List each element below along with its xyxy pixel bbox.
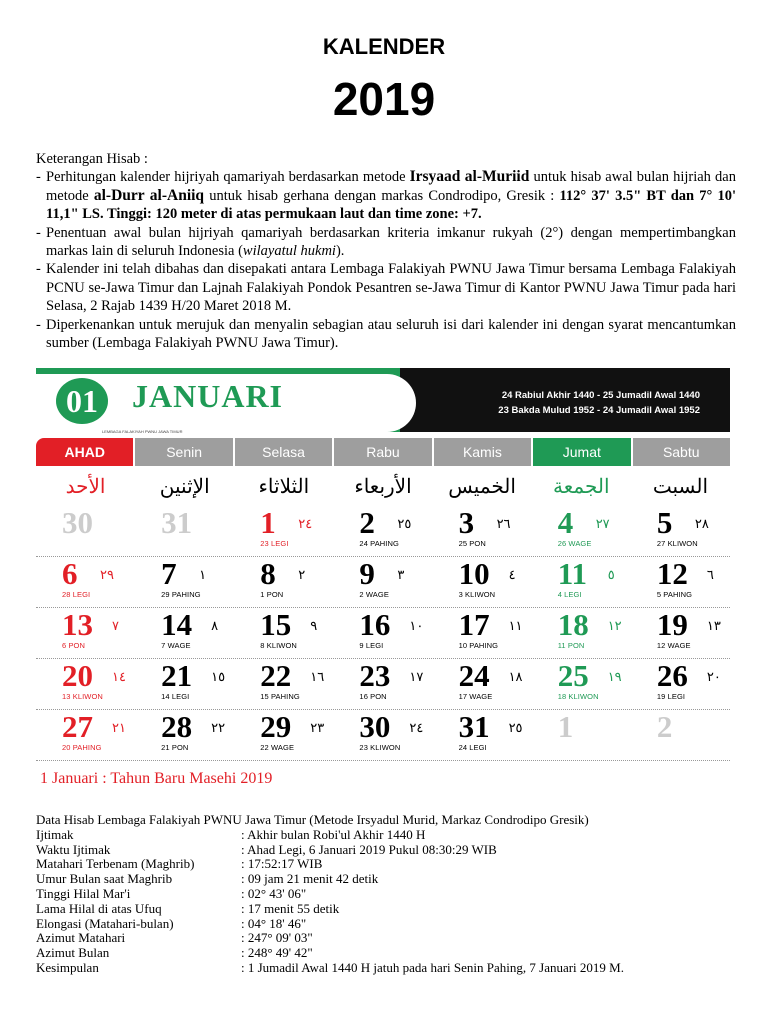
day-cell: [135, 506, 234, 556]
month-banner: [36, 368, 730, 438]
day-cell: [36, 659, 135, 709]
day-cell: [532, 659, 631, 709]
date-number: 31: [458, 709, 490, 744]
pasaran-label: 3 KLIWON: [458, 590, 496, 599]
day-cell: [333, 659, 432, 709]
hijri-date: ١٣: [706, 618, 721, 633]
hijri-line-2: 23 Bakda Mulud 1952 - 24 Jumadil Awal 1952: [498, 405, 700, 416]
data-value: : Ahad Legi, 6 Januari 2019 Pukul 08:30:29 WIB: [241, 841, 497, 857]
data-key: Ijtimak: [36, 826, 74, 842]
pasaran-label: 2 WAGE: [359, 590, 389, 599]
day-cell: [631, 710, 730, 760]
data-key: Lama Hilal di atas Ufuq: [36, 900, 162, 916]
pasaran-label: 28 LEGI: [62, 590, 91, 599]
day-cell: [333, 506, 432, 556]
hijri-range: [498, 388, 700, 418]
arabic-weekday: الأربعاء: [354, 476, 412, 498]
hijri-date: ٨: [211, 618, 219, 633]
note-item: [36, 316, 736, 353]
data-value: : 02° 43' 06": [241, 885, 307, 901]
arabic-weekday: الخميس: [448, 476, 516, 498]
date-number: 25: [557, 658, 589, 693]
pasaran-label: 21 PON: [161, 743, 189, 752]
hijri-date: ٤: [508, 567, 516, 582]
note-item: [36, 224, 736, 261]
day-cell: [532, 557, 631, 607]
data-row: [36, 931, 736, 946]
date-number: 14: [161, 607, 193, 642]
pasaran-label: 8 KLIWON: [260, 641, 297, 650]
date-number: 19: [656, 607, 688, 642]
weekday-jumat: Jumat: [533, 438, 632, 466]
data-value: : 17:52:17 WIB: [241, 856, 323, 872]
month-name: JANUARI: [132, 378, 283, 414]
week-row: [36, 710, 730, 761]
data-row: [36, 961, 736, 976]
hijri-date: ١٤: [112, 669, 126, 684]
date-number: 8: [260, 556, 276, 591]
date-number: 1: [557, 709, 574, 744]
data-row: [36, 917, 736, 932]
hijri-date: ٢٨: [694, 516, 709, 531]
weekday-ahad: AHAD: [36, 438, 135, 466]
hijri-date: ٢٩: [100, 567, 114, 582]
arabic-weekday: الإثنين: [159, 476, 210, 498]
date-number: 12: [656, 556, 688, 591]
data-value: : 04° 18' 46": [241, 915, 307, 931]
hijri-date: ٢: [298, 567, 306, 582]
data-value: : Akhir bulan Robi'ul Akhir 1440 H: [241, 826, 426, 842]
date-number: 17: [458, 607, 490, 642]
hijri-date: ٢٥: [397, 516, 412, 531]
date-number: 6: [62, 556, 78, 591]
data-key: Tinggi Hilal Mar'i: [36, 885, 131, 901]
day-cell: [36, 710, 135, 760]
date-number: 24: [458, 658, 490, 693]
date-number: 15: [260, 607, 292, 642]
note-text: untuk hisab gerhana dengan markas Condrodipo, Gresik :: [204, 187, 560, 204]
day-cell: [36, 506, 135, 556]
day-cell: [532, 710, 631, 760]
hijri-date: ١٢: [607, 618, 622, 633]
data-value: : 247° 09' 03": [241, 930, 313, 946]
pasaran-label: 4 LEGI: [557, 590, 582, 599]
data-value: : 1 Jumadil Awal 1440 H jatuh pada hari Senin Pahing, 7 Januari 2019 M.: [241, 959, 624, 975]
weekday-selasa: Selasa: [235, 438, 334, 466]
day-cell: [135, 710, 234, 760]
date-number: 13: [62, 607, 93, 642]
hijri-date: ٧: [112, 618, 119, 633]
hijri-date: ١٦: [310, 669, 325, 684]
pasaran-label: 15 PAHING: [260, 692, 300, 701]
year-title: 2019: [332, 73, 436, 125]
day-cell: [333, 557, 432, 607]
date-number: 16: [359, 607, 391, 642]
data-value: : 09 jam 21 menit 42 detik: [241, 871, 379, 887]
pasaran-label: 24 LEGI: [458, 743, 487, 752]
data-row: [36, 857, 736, 872]
arabic-weekday: الثلاثاء: [258, 476, 310, 498]
note-text: Perhitungan kalender hijriyah qamariyah berdasarkan metode: [46, 169, 410, 186]
pasaran-label: 27 KLIWON: [656, 539, 698, 548]
date-number: 20: [62, 658, 93, 693]
pasaran-label: 18 KLIWON: [557, 692, 599, 701]
data-row: [36, 872, 736, 887]
pasaran-label: 11 PON: [557, 641, 585, 650]
calendar: [36, 368, 730, 760]
date-number: 4: [557, 505, 574, 540]
pasaran-label: 13 KLIWON: [62, 692, 103, 701]
hijri-line-1: 24 Rabiul Akhir 1440 - 25 Jumadil Awal 1440: [501, 390, 700, 401]
holiday-note: 1 Januari : Tahun Baru Masehi 2019: [40, 770, 273, 787]
arabic-weekday: الجمعة: [553, 476, 610, 498]
date-number: 23: [359, 658, 391, 693]
pasaran-label: 24 PAHING: [359, 539, 399, 548]
day-cell: [532, 506, 631, 556]
data-value: : 17 menit 55 detik: [241, 900, 340, 916]
data-hisab-rows: [36, 828, 736, 976]
weekday-kamis: Kamis: [434, 438, 533, 466]
pasaran-label: 16 PON: [359, 692, 387, 701]
date-number: 30: [62, 505, 93, 540]
date-number: 28: [161, 709, 193, 744]
arabic-weekday: الأحد: [65, 476, 106, 498]
pasaran-label: 9 LEGI: [359, 641, 384, 650]
day-cell: [631, 557, 730, 607]
weekday-rabu: Rabu: [334, 438, 433, 466]
data-key: Matahari Terbenam (Maghrib): [36, 856, 195, 872]
day-cell: [532, 608, 631, 658]
data-key: Azimut Bulan: [36, 945, 110, 961]
hijri-date: ١٥: [211, 669, 226, 684]
data-row: [36, 843, 736, 858]
pasaran-label: 23 KLIWON: [359, 743, 401, 752]
page-title: KALENDER: [322, 34, 446, 59]
hijri-date: ٢٤: [409, 720, 424, 735]
organization-label: LEMBAGA FALAKIYAH PWNU JAWA TIMUR: [102, 429, 183, 434]
notes-heading: Keterangan Hisab :: [36, 151, 148, 167]
data-value: : 248° 49' 42": [241, 945, 313, 961]
day-cell: [234, 710, 333, 760]
note-item: [36, 260, 736, 315]
date-number: 27: [62, 709, 93, 744]
data-row: [36, 946, 736, 961]
calendar-grid: [36, 506, 730, 761]
note-text: untuk hisab awal bulan hijriah dan metode: [46, 169, 736, 204]
note-text: Diperkenankan untuk merujuk dan menyalin sebagian atau seluruh isi dari kalender ini dengan syarat mencantumkan sumber (Lembaga Falakiyah PWNU Jawa Timur).: [46, 316, 736, 352]
date-number: 3: [458, 505, 475, 540]
note-text: ).: [335, 243, 345, 260]
pasaran-label: 17 WAGE: [458, 692, 493, 701]
date-number: 2: [359, 505, 375, 540]
date-number: 22: [260, 658, 292, 693]
hijri-date: ١١: [508, 618, 523, 633]
date-number: 5: [656, 505, 673, 540]
date-number: 18: [557, 607, 589, 642]
hijri-date: ٢٦: [496, 516, 511, 531]
date-number: 31: [161, 505, 193, 540]
hijri-date: ٢٣: [310, 720, 325, 735]
week-row: [36, 608, 730, 659]
day-cell: [36, 557, 135, 607]
pasaran-label: 5 PAHING: [656, 590, 693, 599]
hijri-date: ٢٢: [211, 720, 226, 735]
pasaran-label: 1 PON: [260, 590, 284, 599]
day-cell: [433, 506, 532, 556]
day-cell: [135, 557, 234, 607]
weekday-senin: Senin: [135, 438, 234, 466]
date-number: 1: [260, 505, 276, 540]
pasaran-label: 14 LEGI: [161, 692, 190, 701]
day-cell: [36, 608, 135, 658]
day-cell: [433, 659, 532, 709]
note-bold: Irsyaad al-Muriid: [409, 168, 530, 186]
date-number: 2: [656, 709, 673, 744]
note-bold: al-Durr al-Aniiq: [93, 186, 205, 204]
weekday-header: [36, 438, 730, 466]
day-cell: [433, 710, 532, 760]
day-cell: [135, 659, 234, 709]
data-key: Elongasi (Matahari-bulan): [36, 915, 174, 931]
pasaran-label: 26 WAGE: [557, 539, 592, 548]
hijri-date: ١٩: [607, 669, 622, 684]
weekday-sabtu: Sabtu: [633, 438, 730, 466]
data-row: [36, 828, 736, 843]
hijri-date: ٢٧: [595, 516, 610, 531]
data-key: Waktu Ijtimak: [36, 841, 111, 857]
day-cell: [234, 557, 333, 607]
date-number: 29: [260, 709, 292, 744]
hijri-date: ١٧: [409, 669, 424, 684]
date-number: 21: [161, 658, 193, 693]
day-cell: [631, 506, 730, 556]
data-key: Umur Bulan saat Maghrib: [36, 871, 173, 887]
note-text: Kalender ini telah dibahas dan disepakati antara Lembaga Falakiyah PWNU Jawa Timur bersama Lembaga Falakiyah PCNU se-Jawa Timur dan Lajnah Falakiyah Pondok Pesantren se-Jawa Timur di Kantor PWNU Jawa Timur pada hari Selasa, 2 Rajab 1439 H/20 Maret 2018 M.: [46, 261, 736, 315]
day-cell: [234, 506, 333, 556]
note-bold: 112° 37' 3.5" BT dan 7° 10' 11,1" LS. Tinggi: 120 meter di atas permukaan laut dan time zone: +7.: [46, 187, 736, 223]
day-cell: [631, 659, 730, 709]
pasaran-label: 22 WAGE: [260, 743, 295, 752]
note-italic: wilayatul hukmi: [242, 243, 336, 260]
day-cell: [631, 608, 730, 658]
date-number: 10: [458, 556, 490, 591]
date-number: 11: [557, 556, 587, 591]
data-row: [36, 887, 736, 902]
pasaran-label: 6 PON: [62, 641, 86, 650]
notes-section: [36, 150, 736, 352]
pasaran-label: 10 PAHING: [458, 641, 499, 650]
hijri-date: ٥: [607, 567, 615, 582]
day-cell: [433, 608, 532, 658]
month-number: 01: [56, 378, 108, 424]
pasaran-label: 20 PAHING: [62, 743, 102, 752]
hijri-date: ٦: [706, 567, 714, 582]
hijri-date: ٢٥: [508, 720, 523, 735]
arabic-weekday-row: [36, 468, 730, 506]
week-row: [36, 506, 730, 557]
data-hisab-heading: Data Hisab Lembaga Falakiyah PWNU Jawa Timur (Metode Irsyadul Murid, Markaz Condrodipo Gresik): [36, 812, 589, 827]
hijri-date: ٢٠: [706, 669, 721, 684]
week-row: [36, 557, 730, 608]
pasaran-label: 19 LEGI: [656, 692, 686, 701]
pasaran-label: 12 WAGE: [656, 641, 691, 650]
note-text: Penentuan awal bulan hijriyah qamariyah berdasarkan kriteria imkanur rukyah (2°) dengan mempertimbangkan markas lain di seluruh Indonesia (: [46, 224, 736, 260]
date-number: 30: [359, 709, 391, 744]
hijri-date: ٢١: [112, 720, 126, 735]
day-cell: [234, 608, 333, 658]
hijri-date: ١٠: [409, 618, 424, 633]
date-number: 7: [161, 556, 177, 591]
hijri-date: ٢٤: [298, 516, 313, 531]
hijri-date: ٣: [397, 567, 405, 582]
day-cell: [234, 659, 333, 709]
data-row: [36, 902, 736, 917]
day-cell: [433, 557, 532, 607]
notes-list: [36, 168, 736, 352]
date-number: 9: [359, 556, 375, 591]
day-cell: [333, 608, 432, 658]
hijri-date: ١٨: [508, 669, 523, 684]
week-row: [36, 659, 730, 710]
pasaran-label: 29 PAHING: [161, 590, 201, 599]
data-key: Azimut Matahari: [36, 930, 126, 946]
pasaran-label: 7 WAGE: [161, 641, 191, 650]
hijri-date: ١: [199, 567, 207, 582]
date-number: 26: [656, 658, 688, 693]
pasaran-label: 23 LEGI: [260, 539, 289, 548]
day-cell: [135, 608, 234, 658]
pasaran-label: 25 PON: [458, 539, 486, 548]
day-cell: [333, 710, 432, 760]
data-key: Kesimpulan: [36, 959, 99, 975]
note-item: [36, 168, 736, 223]
arabic-weekday: السبت: [652, 476, 708, 498]
data-hisab: [36, 813, 736, 976]
hijri-date: ٩: [310, 618, 318, 633]
